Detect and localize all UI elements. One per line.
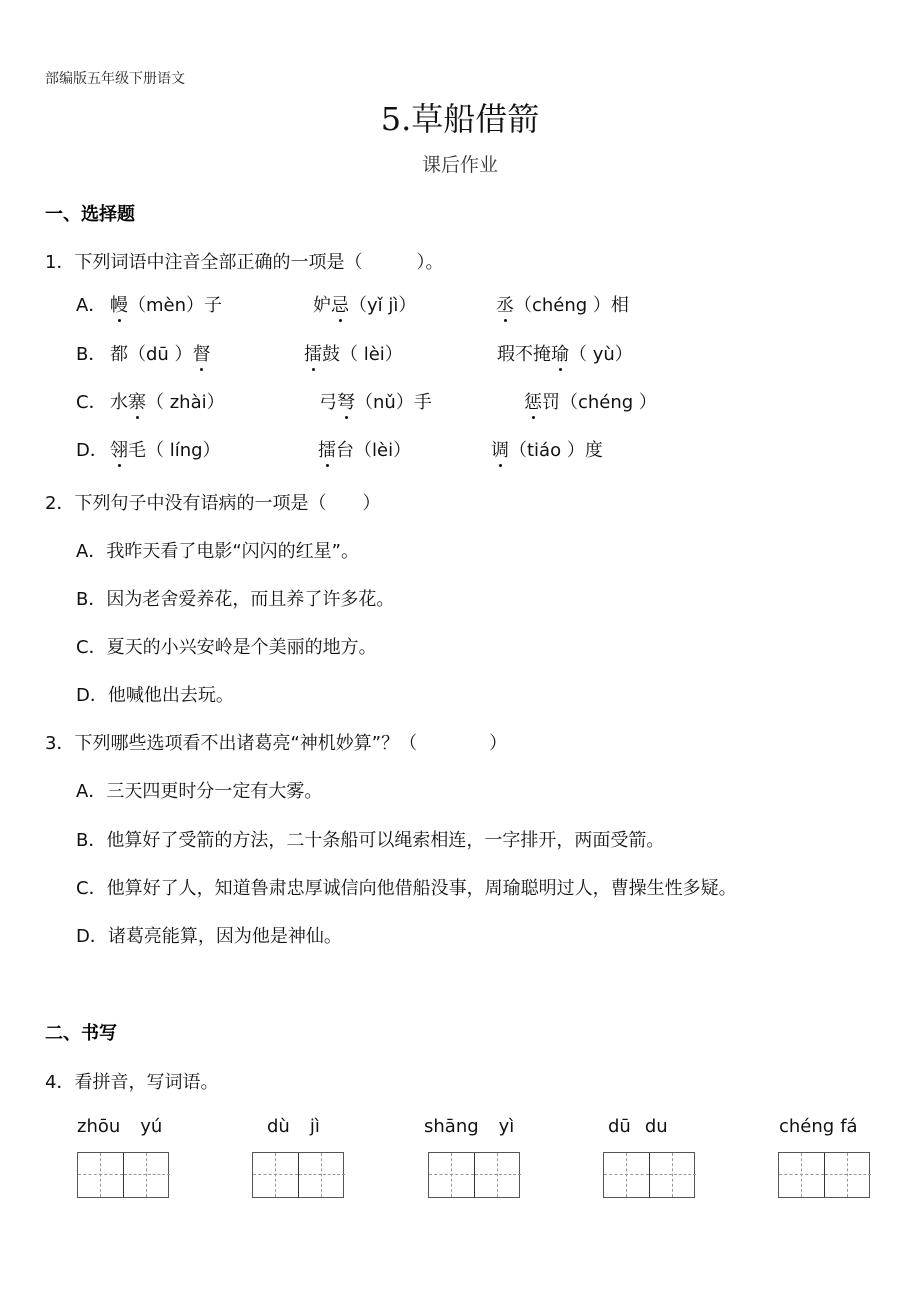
emphasized-char: 寨 xyxy=(128,388,146,414)
question-3 xyxy=(45,729,507,755)
question-2 xyxy=(45,489,380,515)
emphasized-char: 惩 xyxy=(524,388,542,414)
page-subtitle: 课后作业 xyxy=(421,154,498,176)
question-4 xyxy=(45,1068,218,1094)
pinyin-label: shāng yì xyxy=(424,1116,515,1137)
question-stem: 下列句子中没有语病的一项是（ ） xyxy=(74,493,381,514)
section-title-writing: 二、书写 xyxy=(45,1023,117,1044)
section-title-choice: 一、选择题 xyxy=(45,204,135,225)
writing-cell[interactable] xyxy=(825,1153,871,1197)
option-item: 弓弩（nǔ）手 xyxy=(319,388,432,414)
writing-grid-3[interactable] xyxy=(428,1152,520,1198)
header-note: 部编版五年级下册语文 xyxy=(45,71,185,87)
option-letter: D． xyxy=(76,440,108,461)
writing-cell[interactable] xyxy=(779,1153,825,1197)
option-letter: B． xyxy=(76,344,107,365)
writing-cell[interactable] xyxy=(650,1153,696,1197)
option-item: 丞（chéng ）相 xyxy=(496,291,629,317)
question-number: 3． xyxy=(45,733,75,754)
pinyin-label: chéng fá xyxy=(779,1116,858,1137)
writing-cell[interactable] xyxy=(429,1153,475,1197)
option-item: 擂鼓（ lèi） xyxy=(304,340,403,366)
emphasized-char: 督 xyxy=(193,340,211,366)
emphasized-char: 调 xyxy=(491,436,509,462)
question-stem: 下列哪些选项看不出诸葛亮“神机妙算”？（ ） xyxy=(74,733,508,754)
emphasized-char: 翎 xyxy=(110,436,128,462)
writing-cell[interactable] xyxy=(299,1153,345,1197)
question-stem: 看拼音，写词语。 xyxy=(74,1072,219,1093)
question-number: 1． xyxy=(45,252,75,273)
writing-cell[interactable] xyxy=(604,1153,650,1197)
emphasized-char: 丞 xyxy=(496,291,514,317)
writing-cell[interactable] xyxy=(475,1153,521,1197)
option-item: 翎毛（ líng） xyxy=(110,436,221,462)
option-d: D．他喊他出去玩。 xyxy=(76,685,234,706)
option-item: 惩罚（chéng ） xyxy=(524,388,657,414)
emphasized-char: 幔 xyxy=(110,291,128,317)
writing-grid-1[interactable] xyxy=(77,1152,169,1198)
option-b: B．他算好了受箭的方法，二十条船可以绳索相连，一字排开，两面受箭。 xyxy=(76,830,665,851)
writing-cell[interactable] xyxy=(78,1153,124,1197)
option-letter: C． xyxy=(76,392,107,413)
option-b: B．因为老舍爱养花，而且养了许多花。 xyxy=(76,589,395,610)
writing-cell[interactable] xyxy=(124,1153,170,1197)
emphasized-char: 忌 xyxy=(331,291,349,317)
question-1 xyxy=(45,248,443,274)
emphasized-char: 擂 xyxy=(318,436,336,462)
emphasized-char: 瑜 xyxy=(551,340,569,366)
pinyin-label: zhōu yú xyxy=(77,1116,163,1137)
option-item: 调（tiáo ）度 xyxy=(491,436,603,462)
option-item: 妒忌（yǐ jì） xyxy=(313,291,416,317)
option-item: 都（dū ）督 xyxy=(110,340,211,366)
option-item: 擂台（lèi） xyxy=(318,436,411,462)
option-item: 幔（mèn）子 xyxy=(110,291,222,317)
page-title: 5.草船借箭 xyxy=(380,100,540,138)
option-letter: A． xyxy=(76,295,107,316)
option-item: 瑕不掩瑜（ yù） xyxy=(497,340,633,366)
writing-grid-5[interactable] xyxy=(778,1152,870,1198)
option-a: A．三天四更时分一定有大雾。 xyxy=(76,781,323,802)
question-number: 2． xyxy=(45,493,75,514)
writing-grid-4[interactable] xyxy=(603,1152,695,1198)
option-a: A．我昨天看了电影“闪闪的红星”。 xyxy=(76,541,359,562)
option-item: 水寨（ zhài） xyxy=(110,388,225,414)
emphasized-char: 弩 xyxy=(337,388,355,414)
option-c: C．他算好了人，知道鲁肃忠厚诚信向他借船没事，周瑜聪明过人，曹操生性多疑。 xyxy=(76,878,737,899)
pinyin-label: dū du xyxy=(608,1116,668,1137)
pinyin-label: dù jì xyxy=(267,1116,320,1137)
writing-grid-2[interactable] xyxy=(252,1152,344,1198)
option-d: D．诸葛亮能算，因为他是神仙。 xyxy=(76,926,342,947)
question-stem: 下列词语中注音全部正确的一项是（ ）。 xyxy=(74,252,444,273)
writing-cell[interactable] xyxy=(253,1153,299,1197)
question-number: 4． xyxy=(45,1072,75,1093)
option-c: C．夏天的小兴安岭是个美丽的地方。 xyxy=(76,637,377,658)
emphasized-char: 擂 xyxy=(304,340,322,366)
